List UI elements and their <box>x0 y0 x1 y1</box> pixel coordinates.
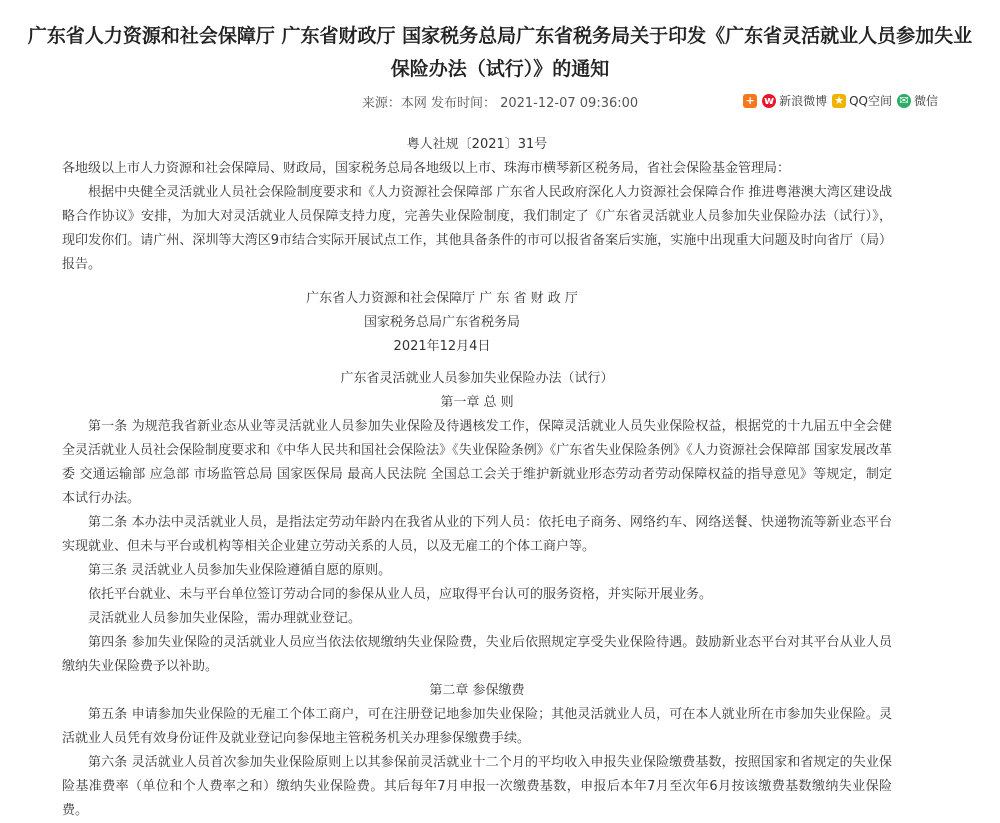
share-wechat-button[interactable] <box>897 92 938 109</box>
signature-line-2: 国家税务总局广东省税务局 <box>363 315 520 330</box>
title-line-2: 保险办法（试行）》的通知 <box>390 58 610 80</box>
article-1: 第一条 为规范我省新业态从业等灵活就业人员参加失业保险及待遇核发工作，保障灵活就业人员失业保险权益，根据党的十九届五中全会健全灵活就业人员社会保险制度要求和《中华人民共和国社会保险法》《失业保险条例》《广东省失业保险条例》《人力资源社会保障部 国家发展改革委 交通运输部 应急部 市场监管总局 国家医保局 最高人民法院 全国总工会关于维护新就业形态劳动者劳动保障权益的指导意见》等规定，制定本试行办法。 <box>62 419 892 506</box>
doc-number: 粤人社规〔2021〕31号 <box>406 137 548 152</box>
article-4: 第四条 参加失业保险的灵活就业人员应当依法依规缴纳失业保险费，失业后依照规定享受失业保险待遇。鼓励新业态平台对其平台从业人员缴纳失业保险费予以补助。 <box>62 635 892 674</box>
article-6: 第六条 灵活就业人员首次参加失业保险原则上以其参保前灵活就业十二个月的平均收入申报失业保险缴费基数，按照国家和省规定的失业保险基准费率（单位和个人费率之和）缴纳失业保险费。其后每年7月申报一次缴费基数，申报后本年7月至次年6月按该缴费基数缴纳失业保险费。 <box>62 755 892 818</box>
regulation-title: 广东省灵活就业人员参加失业保险办法（试行） <box>340 371 614 386</box>
source-and-date: 来源：本网 发布时间： 2021-12-07 09:36:00 <box>361 96 639 111</box>
meta-bar <box>0 92 1000 116</box>
chapter-2-heading: 第二章 参保缴费 <box>429 683 525 698</box>
intro-paragraph: 根据中央健全灵活就业人员社会保险制度要求和《人力资源社会保障部 广东省人民政府深化人力资源社会保障合作 推进粤港澳大湾区建设战略合作协议》安排，为加大对灵活就业人员保障支持力度，完善失业保险制度，我们制定了《广东省灵活就业人员参加失业保险办法（试行）》，现印发你们。请广州、深圳等大湾区9市结合实际开展试点工作，其他具备条件的市可以报省备案后实施，实施中出现重大问题及时向省厅（局）报告。 <box>62 185 892 272</box>
signature-line-1: 广东省人力资源和社会保障厅 广 东 省 财 政 厅 <box>306 291 578 306</box>
chapter-1-heading: 第一章 总 则 <box>440 395 514 410</box>
page-title <box>0 20 1000 86</box>
article-3: 第三条 灵活就业人员参加失业保险遵循自愿的原则。 <box>88 563 392 578</box>
signature-date: 2021年12月4日 <box>393 339 491 354</box>
title-line-1: 广东省人力资源和社会保障厅 广东省财政厅 国家税务总局广东省税务局关于印发《广东省灵活就业人员参加失业 <box>27 25 973 47</box>
article-5: 第五条 申请参加失业保险的无雇工个体工商户，可在注册登记地参加失业保险；其他灵活就业人员，可在本人就业所在市参加失业保险。灵活就业人员凭有效身份证件及就业登记向参保地主管税务机关办理参保缴费手续。 <box>62 707 892 746</box>
share-wechat-label: 微信 <box>913 94 938 108</box>
article-3-para-2: 依托平台就业、未与平台单位签订劳动合同的参保从业人员，应取得平台认可的服务资格，并实际开展业务。 <box>88 587 713 602</box>
more-share-icon[interactable]: + <box>743 94 757 108</box>
article-2: 第二条 本办法中灵活就业人员，是指法定劳动年龄内在我省从业的下列人员：依托电子商务、网络约车、网络送餐、快递物流等新业态平台实现就业、但未与平台或机构等相关企业建立劳动关系的人员，以及无雇工的个体工商户等。 <box>62 515 892 554</box>
qzone-icon: ★ <box>832 94 846 108</box>
weibo-icon: w <box>763 93 775 107</box>
wechat-icon: ✉ <box>897 94 911 108</box>
share-qzone-label: QQ空间 <box>849 94 892 108</box>
share-bar <box>743 92 938 109</box>
share-weibo-button[interactable] <box>762 92 827 109</box>
article-3-para-3: 灵活就业人员参加失业保险，需办理就业登记。 <box>88 611 362 626</box>
share-weibo-label: 新浪微博 <box>779 94 828 108</box>
addressee: 各地级以上市人力资源和社会保障局、财政局，国家税务总局各地级以上市、珠海市横琴新区税务局，省社会保险基金管理局： <box>62 161 791 176</box>
article-body <box>62 133 892 823</box>
share-qzone-button[interactable] <box>832 92 892 109</box>
